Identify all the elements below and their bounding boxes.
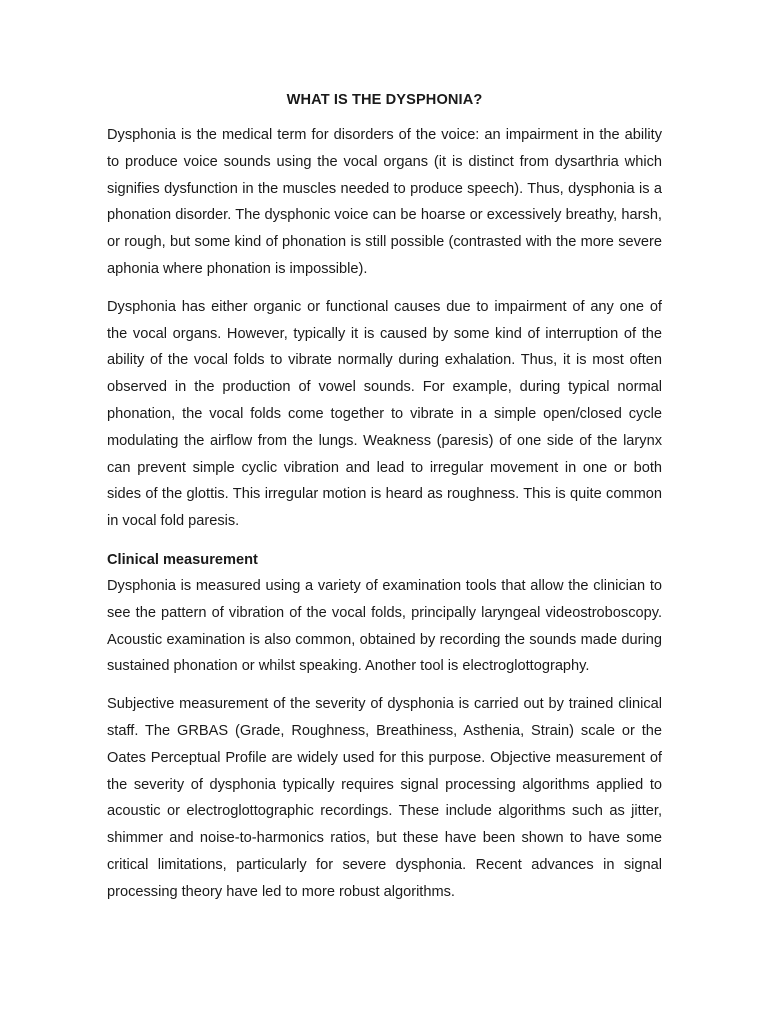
section-paragraph-1: Dysphonia is measured using a variety of examination tools that allow the clinician to see the pattern of vibration of the vocal folds, principally laryngeal videostroboscopy. Acoustic examination is also common, obtained by recording the sounds made during sustained phonation or whilst speaking. Another tool is electroglottography. [107,577,662,675]
page-title: WHAT IS THE DYSPHONIA? [286,92,483,108]
section-heading: Clinical measurement [107,551,258,568]
intro-paragraph-2: Dysphonia has either organic or functional causes due to impairment of any one of the vocal organs. However, typically it is caused by some kind of interruption of the ability of the vocal folds to vibrate normally during exhalation. Thus, it is most often observed in the production of vowel sounds. For example, during typical normal phonation, the vocal folds come together to vibrate in a simple open/closed cycle modulating the airflow from the lungs. Weakness (paresis) of one side of the larynx can prevent simple cyclic vibration and lead to irregular movement in one or both sides of the glottis. This irregular motion is heard as roughness. This is quite common in vocal fold paresis. [107,298,662,530]
document-page [107,90,662,917]
section-paragraph-2: Subjective measurement of the severity of dysphonia is carried out by trained clinical staff. The GRBAS (Grade, Roughness, Breathiness, Asthenia, Strain) scale or the Oates Perceptual Profile are widely used for this purpose. Objective measurement of the severity of dysphonia typically requires signal processing algorithms applied to acoustic or electroglottographic recordings. These include algorithms such as jitter, shimmer and noise-to-harmonics ratios, but these have been shown to have some critical limitations, particularly for severe dysphonia. Recent advances in signal processing theory have led to more robust algorithms. [107,696,662,900]
intro-paragraph-1: Dysphonia is the medical term for disorders of the voice: an impairment in the ability to produce voice sounds using the vocal organs (it is distinct from dysarthria which signifies dysfunction in the muscles needed to produce speech). Thus, dysphonia is a phonation disorder. The dysphonic voice can be hoarse or excessively breathy, harsh, or rough, but some kind of phonation is still possible (contrasted with the more severe aphonia where phonation is impossible). [107,127,662,277]
